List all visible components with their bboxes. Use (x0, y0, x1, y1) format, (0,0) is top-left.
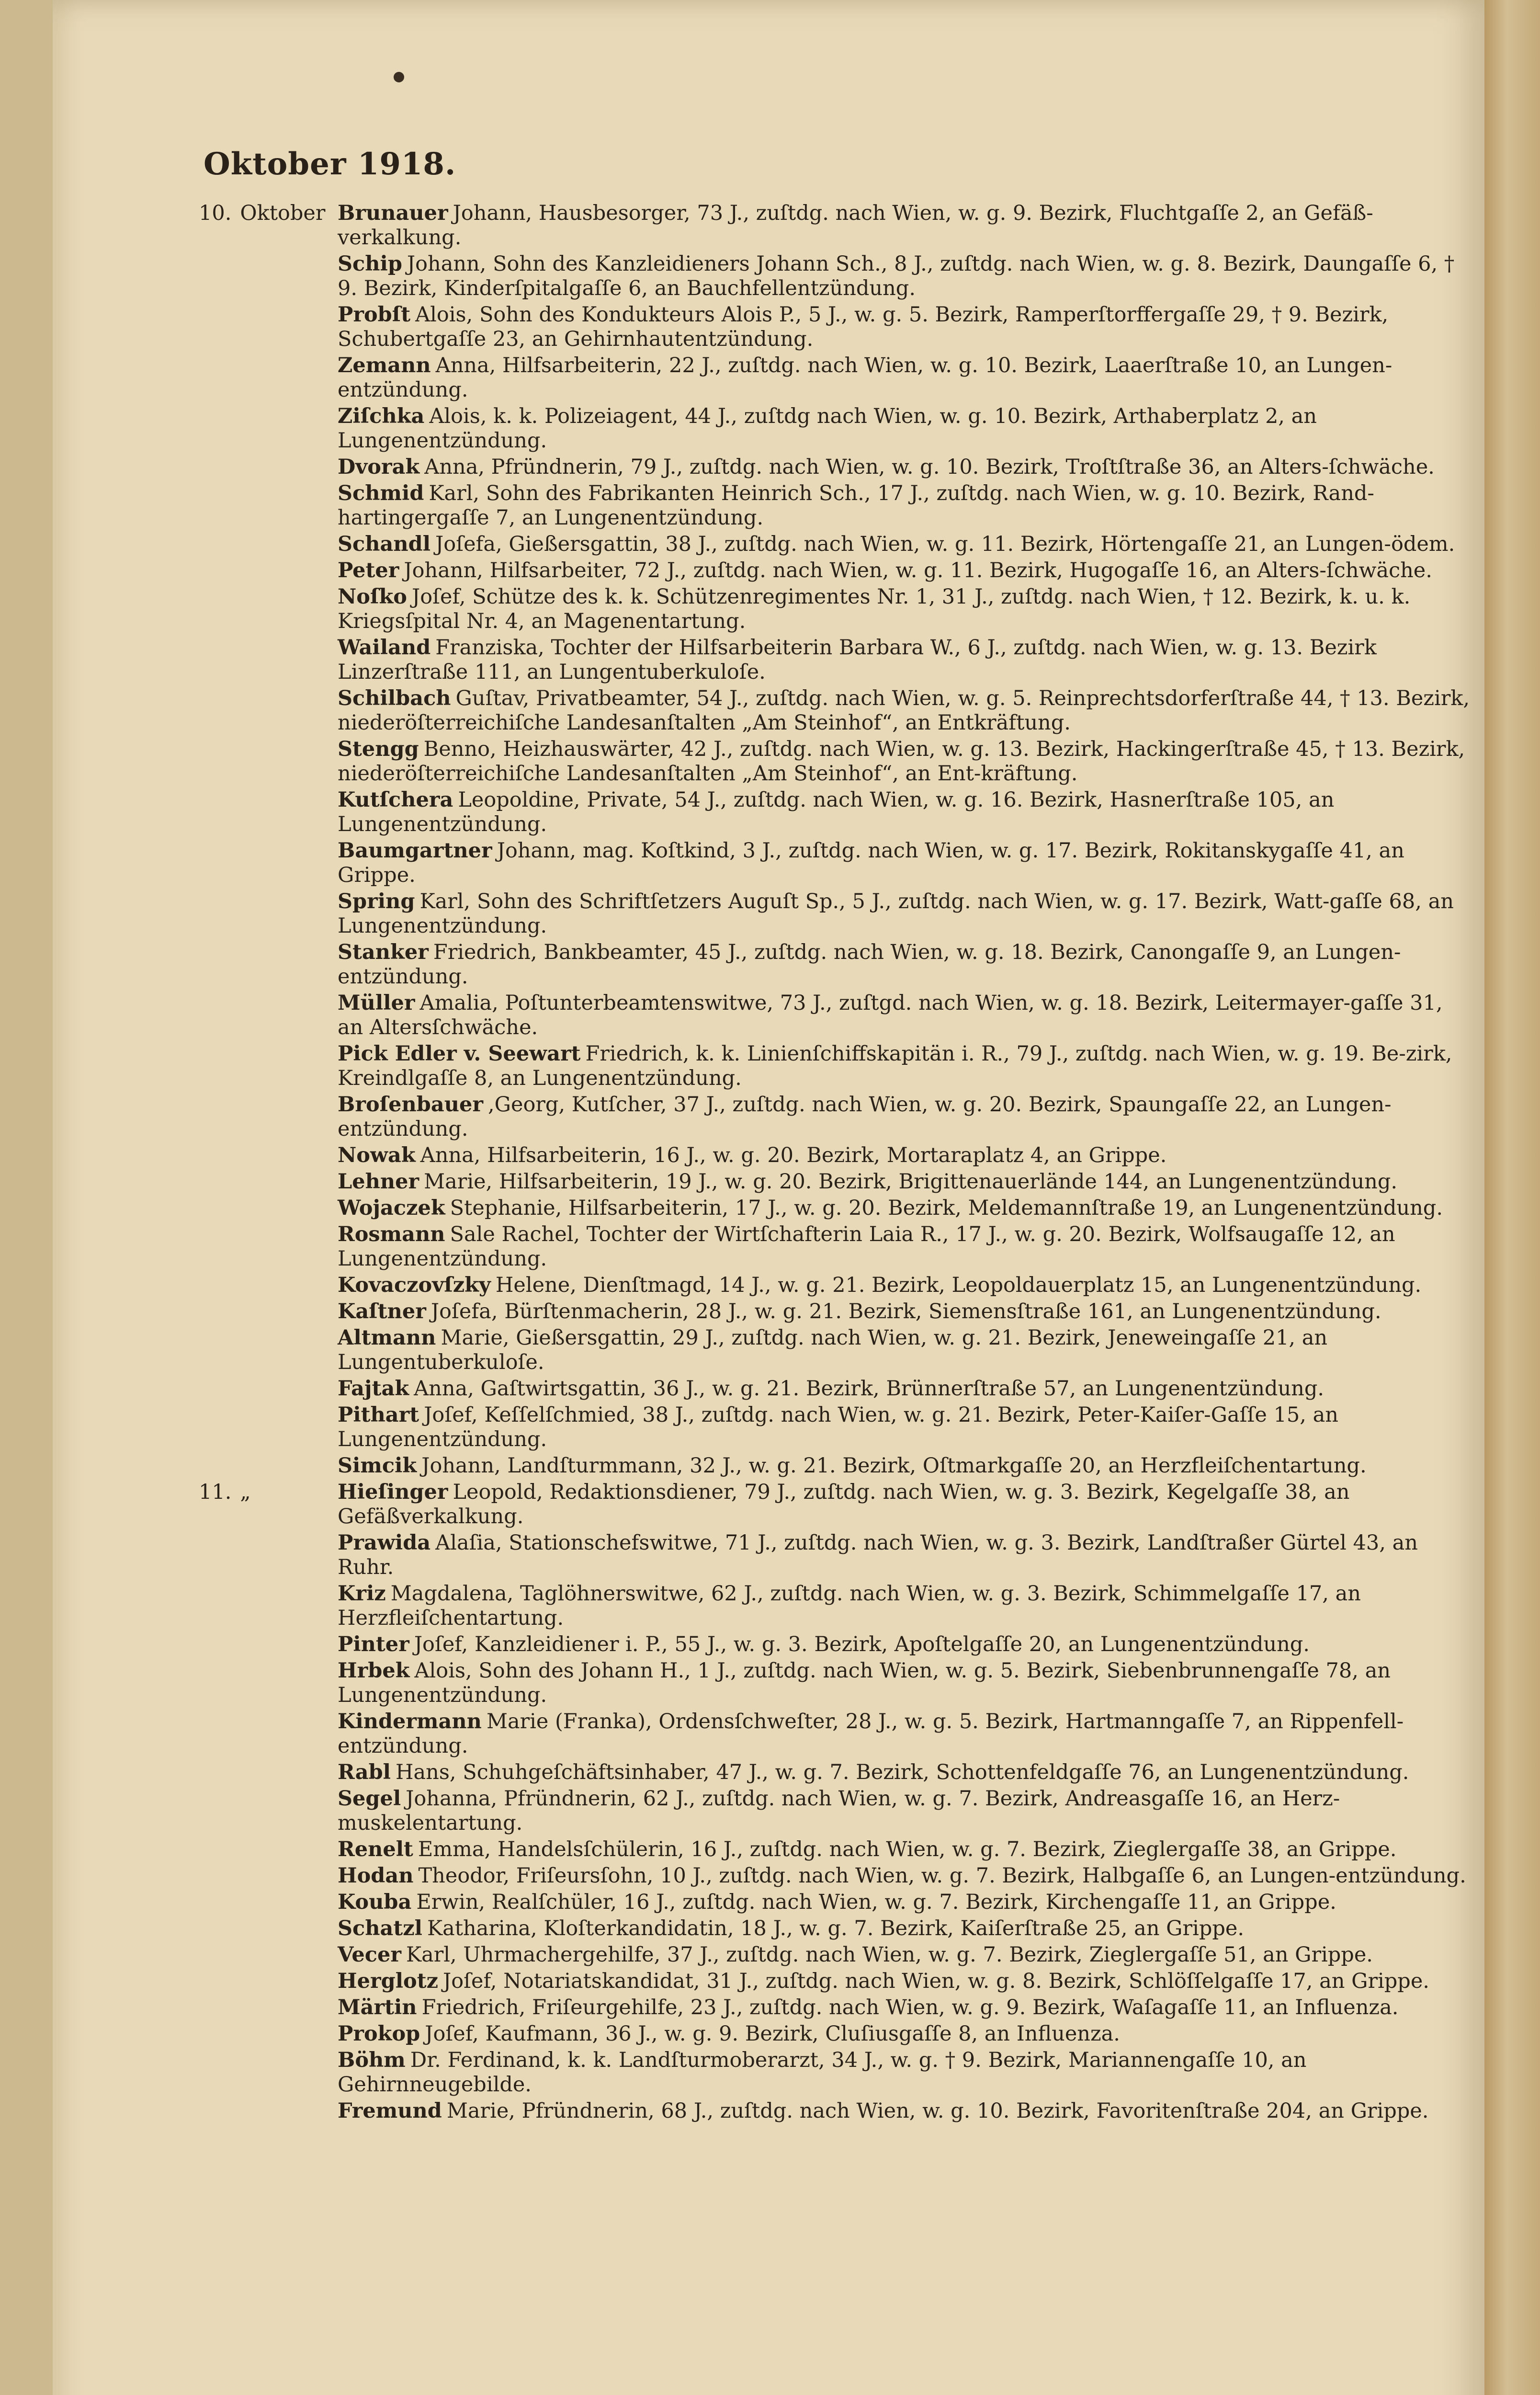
entry-day: 11. (199, 1480, 232, 1504)
entry-surname: Renelt (338, 1837, 413, 1861)
register-entry (204, 1632, 1472, 1657)
entry-surname: Lehner (338, 1170, 419, 1194)
entry-day: 10. (199, 201, 232, 225)
register-entry (204, 1943, 1472, 1967)
entry-details: Benno, Heizhauswärter, 42 J., zuſtdg. nach Wien, w. g. 13. Bezirk, Hackingerſtraße 45, † 13. Bezirk, niederöſterreichiſche Landesanſtalten „Am Steinhof“, an Ent-kräftung. (338, 737, 1465, 786)
register-entry (204, 1916, 1472, 1941)
register-entry (204, 2099, 1472, 2123)
entry-surname: Schip (338, 252, 402, 276)
entry-surname: Fajtak (338, 1377, 409, 1401)
entry-details: Dr. Ferdinand, k. k. Landſturmoberarzt, 34 J., w. g. † 9. Bezirk, Mariannengaſſe 10, an Gehirnneugebilde. (338, 2048, 1307, 2097)
register-entry (204, 1222, 1472, 1271)
entry-surname: Herglotz (338, 1969, 439, 1993)
register-entry (204, 890, 1472, 938)
register-entry (204, 1659, 1472, 1708)
register-entry (204, 303, 1472, 352)
entry-surname: Stanker (338, 940, 429, 964)
register-entry (204, 455, 1472, 479)
entry-surname: Kutſchera (338, 788, 453, 812)
register-entry (204, 585, 1472, 634)
entry-surname: Pinter (338, 1632, 409, 1656)
entry-surname: Rabl (338, 1760, 391, 1784)
entry-month: Oktober (240, 201, 326, 225)
entry-surname: Baumgartner (338, 839, 492, 863)
entry-details: Anna, Gaſtwirtsgattin, 36 J., w. g. 21. Bezirk, Brünnerſtraße 57, an Lungenentzündung. (414, 1377, 1325, 1401)
entry-surname: Nowak (338, 1143, 416, 1167)
entry-details: Marie, Pfründnerin, 68 J., zuſtdg. nach Wien, w. g. 10. Bezirk, Favoritenſtraße 204, an Grippe. (446, 2099, 1429, 2123)
register-entry (204, 1969, 1472, 1994)
entry-details: Alois, Sohn des Kondukteurs Alois P., 5 J., w. g. 5. Bezirk, Ramperſtorffergaſſe 29, † 9. Bezirk, Schubertgaſſe 23, an Gehirnhautentzündung. (338, 303, 1389, 351)
register-entry (204, 1760, 1472, 1785)
entry-details: Joſef, Keſſelſchmied, 38 J., zuſtdg. nach Wien, w. g. 21. Bezirk, Peter-Kaiſer-Gaſſe 15, an Lungenentzündung. (338, 1403, 1338, 1451)
register-entry (204, 1170, 1472, 1194)
entry-surname: Schilbach (338, 686, 451, 710)
entry-surname: Müller (338, 991, 415, 1015)
entry-month: „ (240, 1480, 251, 1504)
entry-details: Katharina, Kloſterkandidatin, 18 J., w. g. 7. Bezirk, Kaiſerſtraße 25, an Grippe. (427, 1916, 1245, 1940)
entry-details: Johann, mag. Koſtkind, 3 J., zuſtdg. nach Wien, w. g. 17. Bezirk, Rokitanskygaſſe 41, an Grippe. (338, 839, 1404, 887)
entry-details: Marie, Gießersgattin, 29 J., zuſtdg. nach Wien, w. g. 21. Bezirk, Jeneweingaſſe 21, an Lungentuberkuloſe. (338, 1326, 1328, 1374)
entry-details: Joſef, Kanzleidiener i. P., 55 J., w. g. 3. Bezirk, Apoſtelgaſſe 20, an Lungenentzündung. (414, 1632, 1310, 1656)
entry-surname: Schandl (338, 532, 431, 556)
entry-details: Anna, Pfründnerin, 79 J., zuſtdg. nach Wien, w. g. 10. Bezirk, Troſtſtraße 36, an Alters-ſchwäche. (424, 455, 1435, 479)
entry-details: Friedrich, Friſeurgehilfe, 23 J., zuſtdg. nach Wien, w. g. 9. Bezirk, Waſagaſſe 11, an Influenza. (421, 1996, 1399, 2019)
entry-details: Marie, Hilfsarbeiterin, 19 J., w. g. 20. Bezirk, Brigittenauerlände 144, an Lungenentzündung. (424, 1170, 1398, 1194)
entry-surname: Altmann (338, 1326, 436, 1350)
entry-surname: Wailand (338, 636, 431, 660)
entry-details: Johanna, Pfründnerin, 62 J., zuſtdg. nach Wien, w. g. 7. Bezirk, Andreasgaſſe 16, an Herz-muskelentartung. (338, 1787, 1340, 1835)
entry-details: Alois, Sohn des Johann H., 1 J., zuſtdg. nach Wien, w. g. 5. Bezirk, Siebenbrunnengaſſe 78, an Lungenentzündung. (338, 1659, 1391, 1707)
register-entry (204, 1710, 1472, 1758)
entry-surname: Pithart (338, 1403, 419, 1427)
register-entry (204, 636, 1472, 684)
register-entry (204, 1531, 1472, 1580)
entry-surname: Wojaczek (338, 1196, 445, 1220)
entry-details: Stephanie, Hilfsarbeiterin, 17 J., w. g. 20. Bezirk, Meldemannſtraße 19, an Lungenentzündung. (450, 1196, 1443, 1220)
register-entry (204, 991, 1472, 1040)
death-register-entries (199, 201, 1472, 2125)
entry-details: Anna, Hilfsarbeiterin, 22 J., zuſtdg. nach Wien, w. g. 10. Bezirk, Laaerſtraße 10, an Lungen-entzündung. (338, 354, 1393, 402)
register-entry (204, 737, 1472, 786)
register-entry (204, 1273, 1472, 1298)
register-entry (204, 1377, 1472, 1401)
register-entry (204, 532, 1472, 557)
register-entry (204, 1787, 1472, 1836)
register-entry (204, 1042, 1472, 1091)
register-entry (204, 686, 1472, 735)
entry-surname: Noſko (338, 585, 407, 609)
register-entry (204, 1300, 1472, 1324)
entry-details: Karl, Sohn des Fabrikanten Heinrich Sch., 17 J., zuſtdg. nach Wien, w. g. 10. Bezirk, Rand-hartingergaſſe 7, an Lungenentzündung. (338, 481, 1374, 530)
entry-surname: Dvorak (338, 455, 420, 479)
register-entry (204, 2048, 1472, 2097)
entry-surname: Schatzl (338, 1916, 422, 1940)
entry-details: Leopoldine, Private, 54 J., zuſtdg. nach Wien, w. g. 16. Bezirk, Hasnerſtraße 105, an Lungenentzündung. (338, 788, 1335, 836)
entry-surname: Vecer (338, 1943, 401, 1967)
register-entry (204, 1890, 1472, 1915)
register-entry (204, 940, 1472, 989)
register-entry (204, 354, 1472, 402)
entry-details: Marie (Franka), Ordensſchweſter, 28 J., w. g. 5. Bezirk, Hartmanngaſſe 7, an Rippenfell-entzündung. (338, 1710, 1404, 1758)
entry-details: Amalia, Poſtunterbeamtenswitwe, 73 J., zuſtgd. nach Wien, w. g. 18. Bezirk, Leitermayer-gaſſe 31, an Altersſchwäche. (338, 991, 1443, 1039)
register-entry (204, 2022, 1472, 2046)
entry-surname: Segel (338, 1787, 401, 1811)
entry-details: Joſefa, Bürſtenmacherin, 28 J., w. g. 21. Bezirk, Siemensſtraße 161, an Lungenentzündung. (430, 1300, 1381, 1323)
register-entry (204, 1143, 1472, 1168)
register-entry (204, 1326, 1472, 1375)
entry-surname: Märtin (338, 1996, 417, 2019)
entry-surname: Probſt (338, 303, 411, 327)
entry-surname: Böhm (338, 2048, 406, 2072)
entry-surname: Brunauer (338, 201, 448, 225)
entry-surname: Zemann (338, 354, 431, 377)
entry-surname: Fremund (338, 2099, 442, 2123)
entry-surname: Broſenbauer (338, 1093, 484, 1117)
register-entry (204, 788, 1472, 837)
register-entry (199, 201, 1472, 250)
entry-surname: Simcik (338, 1454, 417, 1478)
entry-date (199, 201, 328, 226)
register-entry (204, 1864, 1472, 1888)
entry-details: Helene, Dienſtmagd, 14 J., w. g. 21. Bezirk, Leopoldauerplatz 15, an Lungenentzündung. (495, 1273, 1422, 1297)
entry-details: Joſefa, Gießersgattin, 38 J., zuſtdg. nach Wien, w. g. 11. Bezirk, Hörtengaſſe 21, an Lungen-ödem. (435, 532, 1455, 556)
register-entry (204, 1996, 1472, 2020)
entry-surname: Kriz (338, 1582, 386, 1606)
entry-details: Sale Rachel, Tochter der Wirtſchafterin Laia R., 17 J., w. g. 20. Bezirk, Wolfsaugaſſe 12, an Lungenentzündung. (338, 1222, 1395, 1271)
entry-surname: Kouba (338, 1890, 412, 1914)
register-entry (204, 1582, 1472, 1631)
ink-dot (394, 72, 404, 82)
entry-details: Johann, Landſturmmann, 32 J., w. g. 21. Bezirk, Oſtmarkgaſſe 20, an Herzfleiſchentartung. (421, 1454, 1367, 1478)
entry-details: Hans, Schuhgeſchäftsinhaber, 47 J., w. g. 7. Bezirk, Schottenfeldgaſſe 76, an Lungenentzündung. (396, 1760, 1409, 1784)
entry-details: Leopold, Redaktionsdiener, 79 J., zuſtdg. nach Wien, w. g. 3. Bezirk, Kegelgaſſe 38, an Gefäßverkalkung. (338, 1480, 1350, 1528)
entry-details: Magdalena, Taglöhnerswitwe, 62 J., zuſtdg. nach Wien, w. g. 3. Bezirk, Schimmelgaſſe 17, an Herzfleiſchentartung. (338, 1582, 1361, 1630)
entry-details: ,Georg, Kutſcher, 37 J., zuſtdg. nach Wien, w. g. 20. Bezirk, Spaungaſſe 22, an Lungen-entzündung. (338, 1093, 1392, 1141)
entry-details: Guſtav, Privatbeamter, 54 J., zuſtdg. nach Wien, w. g. 5. Reinprechtsdorferſtraße 44, † 13. Bezirk, niederöſterreichiſche Landesanſtalten „Am Steinhof“, an Entkräftung. (338, 686, 1470, 735)
entry-surname: Prokop (338, 2022, 420, 2046)
entry-details: Joſef, Schütze des k. k. Schützenregimentes Nr. 1, 31 J., zuſtdg. nach Wien, † 12. Bezirk, k. u. k. Kriegsſpital Nr. 4, an Magenentartung. (338, 585, 1411, 633)
register-entry (204, 1196, 1472, 1220)
entry-surname: Kaſtner (338, 1300, 426, 1323)
entry-surname: Prawida (338, 1531, 431, 1555)
entry-date (199, 1480, 328, 1505)
entry-surname: Peter (338, 559, 399, 582)
entry-details: Joſef, Kaufmann, 36 J., w. g. 9. Bezirk, Cluſiusgaſſe 8, an Influenza. (425, 2022, 1120, 2046)
entry-surname: Rosmann (338, 1222, 445, 1246)
book-spine (1484, 0, 1540, 2395)
entry-details: Johann, Sohn des Kanzleidieners Johann Sch., 8 J., zuſtdg. nach Wien, w. g. 8. Bezirk, Daungaſſe 6, † 9. Bezirk, Kinderſpitalgaſſe 6, an Bauchfellentzündung. (338, 252, 1455, 300)
entry-surname: Schmid (338, 481, 424, 505)
page-header: Oktober 1918. (204, 146, 456, 182)
entry-surname: Kovaczovſzky (338, 1273, 491, 1297)
register-entry (204, 559, 1472, 583)
entry-details: Emma, Handelsſchülerin, 16 J., zuſtdg. nach Wien, w. g. 7. Bezirk, Zieglergaſſe 38, an Grippe. (418, 1837, 1397, 1861)
entry-details: Karl, Sohn des Schriftſetzers Auguſt Sp., 5 J., zuſtdg. nach Wien, w. g. 17. Bezirk, Watt-gaſſe 68, an Lungenentzündung. (338, 890, 1454, 938)
entry-surname: Hodan (338, 1864, 414, 1888)
entry-details: Johann, Hausbesorger, 73 J., zuſtdg. nach Wien, w. g. 9. Bezirk, Fluchtgaſſe 2, an Gefäß-verkalkung. (338, 201, 1373, 250)
entry-details: Joſef, Notariatskandidat, 31 J., zuſtdg. nach Wien, w. g. 8. Bezirk, Schlöſſelgaſſe 17, an Grippe. (443, 1969, 1429, 1993)
register-entry (204, 839, 1472, 888)
entry-surname: Kindermann (338, 1710, 482, 1734)
register-entry (204, 252, 1472, 301)
entry-details: Erwin, Realſchüler, 16 J., zuſtdg. nach Wien, w. g. 7. Bezirk, Kirchengaſſe 11, an Grippe. (416, 1890, 1336, 1914)
entry-surname: Pick Edler v. Seewart (338, 1042, 581, 1066)
entry-details: Theodor, Friſeursſohn, 10 J., zuſtdg. nach Wien, w. g. 7. Bezirk, Halbgaſſe 6, an Lungen-entzündung. (418, 1864, 1466, 1888)
entry-details: Franziska, Tochter der Hilfsarbeiterin Barbara W., 6 J., zuſtdg. nach Wien, w. g. 13. Bezirk Linzerſtraße 111, an Lungentuberkuloſe. (338, 636, 1377, 684)
entry-details: Karl, Uhrmachergehilfe, 37 J., zuſtdg. nach Wien, w. g. 7. Bezirk, Zieglergaſſe 51, an Grippe. (406, 1943, 1373, 1967)
register-entry (204, 404, 1472, 453)
entry-details: Friedrich, k. k. Linienſchiffskapitän i. R., 79 J., zuſtdg. nach Wien, w. g. 19. Be-zirk, Kreindlgaſſe 8, an Lungenentzündung. (338, 1042, 1452, 1090)
register-entry (204, 1403, 1472, 1452)
entry-details: Friedrich, Bankbeamter, 45 J., zuſtdg. nach Wien, w. g. 18. Bezirk, Canongaſſe 9, an Lungen-entzündung. (338, 940, 1401, 989)
register-entry (204, 1454, 1472, 1478)
entry-details: Alaſia, Stationschefswitwe, 71 J., zuſtdg. nach Wien, w. g. 3. Bezirk, Landſtraßer Gürtel 43, an Ruhr. (338, 1531, 1418, 1579)
entry-details: Johann, Hilfsarbeiter, 72 J., zuſtdg. nach Wien, w. g. 11. Bezirk, Hugogaſſe 16, an Alters-ſchwäche. (404, 559, 1432, 582)
entry-details: Alois, k. k. Polizeiagent, 44 J., zuſtdg nach Wien, w. g. 10. Bezirk, Arthaberplatz 2, an Lungenentzündung. (338, 404, 1317, 453)
entry-surname: Hieſinger (338, 1480, 448, 1504)
register-entry (204, 481, 1472, 530)
entry-surname: Ziſchka (338, 404, 425, 428)
entry-surname: Stengg (338, 737, 419, 761)
register-entry (199, 1480, 1472, 1529)
entry-surname: Hrbek (338, 1659, 410, 1683)
register-entry (204, 1837, 1472, 1862)
entry-details: Anna, Hilfsarbeiterin, 16 J., w. g. 20. Bezirk, Mortaraplatz 4, an Grippe. (420, 1143, 1167, 1167)
entry-surname: Spring (338, 890, 415, 913)
register-entry (204, 1093, 1472, 1141)
